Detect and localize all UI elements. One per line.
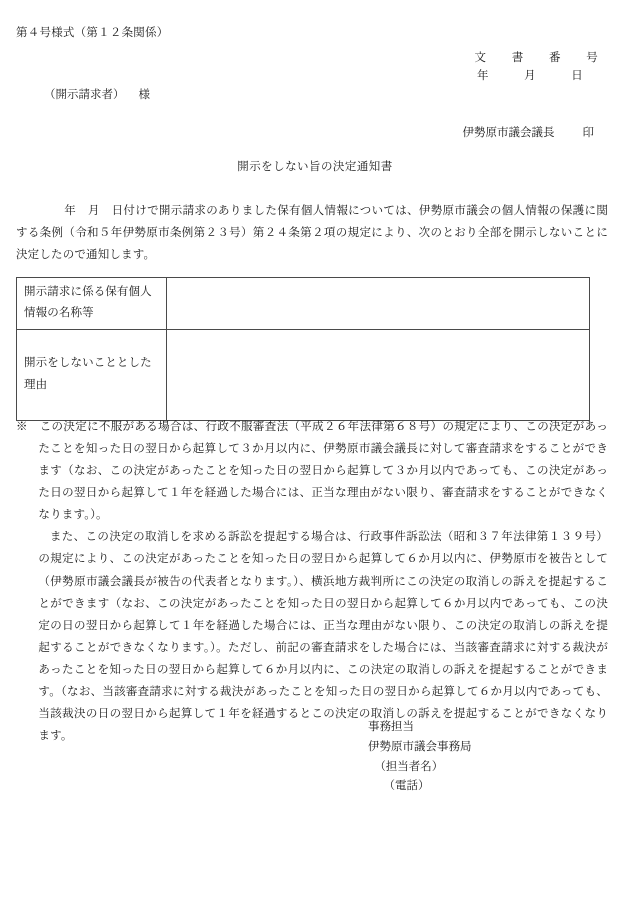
- table-row-value[interactable]: [167, 329, 590, 420]
- legal-notice: [16, 416, 608, 747]
- contact-phone-placeholder: （電話）: [383, 780, 430, 793]
- addressee-name: （開示請求者）: [44, 89, 125, 101]
- document-number-label: 文 書 番 号: [474, 52, 605, 64]
- contact-office-name: 伊勢原市議会事務局: [368, 740, 472, 753]
- contact-person-placeholder: （担当者名）: [374, 760, 444, 773]
- notice-paragraph-appeal: ※ この決定に不服がある場合は、行政不服審査法（平成２６年法律第６８号）の規定により、この決定があったことを知った日の翌日から起算して３か月以内に、伊勢原市議会議長に対して審査請求をすることができます（なお、この決定があったことを知った日の翌日から起算して３か月以内であっても、この決定があった日の翌日から起算して１年を経過した場合には、正当な理由がない限り、審査請求をすることができなくなります。）。: [16, 421, 608, 522]
- contact-block: [368, 718, 472, 797]
- table-row-label: 開示をしないこととした理由: [17, 329, 167, 420]
- issuer-line: [463, 124, 595, 140]
- notice-paragraph-litigation: また、この決定の取消しを求める訴訟を提起する場合は、行政事件訴訟法（昭和３７年法律第１３９号）の規定により、この決定があったことを知った日の翌日から起算して６か月以内に、伊勢原市を被告として（伊勢原市議会議長が被告の代表者となります。）、横浜地方裁判所にこの決定の取消しの訴えを提起することができます（なお、この決定があったことを知った日の翌日から起算して６か月以内であっても、この決定の日の翌日から起算して１年を経過した場合には、正当な理由がない限り、この決定の取消しの訴えを提起することができなくなります。）。ただし、前記の審査請求をした場合には、当該審査請求に対する裁決があったことを知った日の翌日から起算して６か月以内に、この決定の取消しの訴えを提起することができます。（なお、当該審査請求に対する裁決があったことを知った日の翌日から起算して６か月以内であっても、当該裁決の日の翌日から起算して１年を経過するとこの決定の取消しの訴えを提起することができなくなります。: [38, 531, 608, 743]
- body-paragraph: 年 月 日付けで開示請求のありました保有個人情報については、伊勢原市議会の個人情報の保護に関する条例（令和５年伊勢原市条例第２３号）第２４条第２項の規定により、次のとおり全部を開示しないことに決定したので通知します。: [16, 205, 608, 262]
- contact-department-label: 事務担当: [368, 721, 414, 733]
- document-meta: [474, 50, 606, 86]
- table-row: [17, 278, 590, 330]
- table-row-label: 開示請求に係る保有個人情報の名称等: [17, 278, 167, 330]
- issuer-name: 伊勢原市議会議長: [462, 127, 555, 139]
- document-date-label: 年 月 日: [476, 69, 595, 82]
- disclosure-table: [16, 277, 590, 421]
- table-row-value[interactable]: [167, 278, 590, 330]
- seal-mark: 印: [582, 127, 594, 139]
- table-row: [17, 329, 590, 420]
- addressee-line: [44, 86, 150, 102]
- page-title: 開示をしない旨の決定通知書: [237, 161, 393, 173]
- form-number: 第４号様式（第１２条関係）: [16, 27, 169, 39]
- addressee-honorific: 様: [138, 89, 150, 101]
